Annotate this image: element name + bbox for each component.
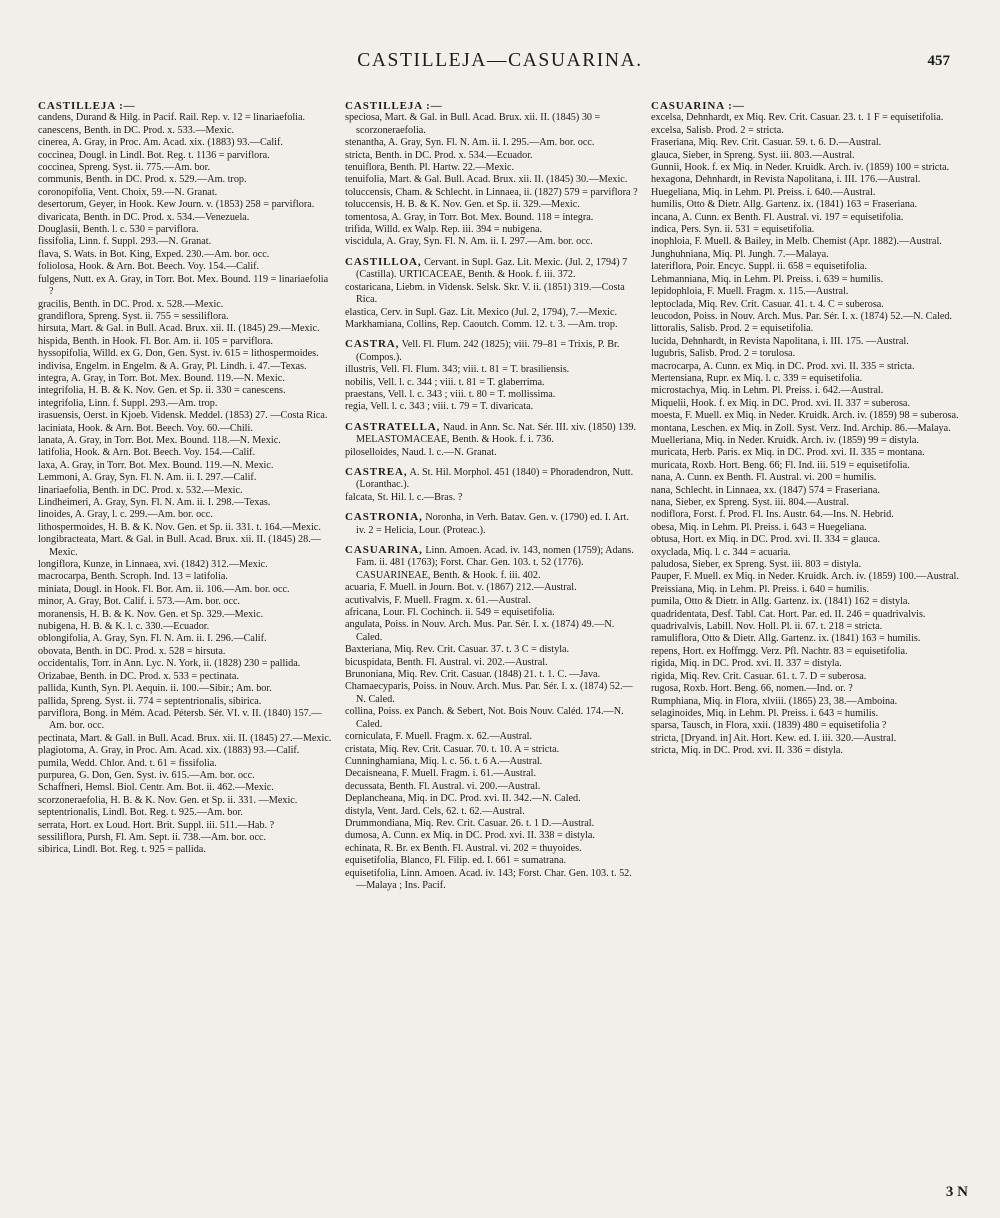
index-entry: bicuspidata, Benth. Fl. Austral. vi. 202.—Austral. — [345, 656, 548, 668]
index-entry: stenantha, A. Gray, Syn. Fl. N. Am. ii. I. 295.—Am. bor. occ. — [345, 137, 595, 149]
index-entry: coccinea, Dougl. in Lindl. Bot. Reg. t. 1136 = parviflora. — [38, 149, 270, 161]
index-entry: longibracteata, Mart. & Gal. in Bull. Acad. Brux. xii. II. (1845) 28.—Mexic. — [38, 534, 321, 558]
index-entry: purpurea, G. Don, Gen. Syst. iv. 615.—Am. bor. occ. — [38, 769, 255, 781]
index-entry: CASTILLOA, Cervant. in Supl. Gaz. Lit. Mexic. (Jul. 2, 1794) 7 (Castilla). URTICACEAE, Benth. & Hook. f. iii. 372. — [345, 255, 628, 281]
index-entry: selaginoides, Miq. in Lehm. Pl. Preiss. i. 643 = humilis. — [651, 707, 879, 719]
index-entry: rigida, Miq. Rev. Crit. Casuar. 61. t. 7. D = suberosa. — [651, 670, 867, 682]
index-entry: cinerea, A. Gray, in Proc. Am. Acad. xix. (1883) 93.—Calif. — [38, 137, 283, 149]
index-entry: Muelleriana, Miq. in Neder. Kruidk. Arch. iv. (1859) 99 = distyla. — [651, 434, 919, 446]
index-entry: angulata, Poiss. in Nouv. Arch. Mus. Par. Sér. I. x. (1874) 49.—N. Caled. — [345, 619, 615, 643]
index-entry: Gunnii, Hook. f. ex Miq. in Neder. Kruidk. Arch. iv. (1859) 100 = stricta. — [651, 162, 950, 174]
index-entry: hyssopifolia, Willd. ex G. Don, Gen. Syst. iv. 615 = lithospermoides. — [38, 348, 319, 360]
index-entry: Drummondiana, Miq. Rev. Crit. Casuar. 26. t. 1 D.—Austral. — [345, 817, 595, 829]
index-entry: equisetifolia, Linn. Amoen. Acad. iv. 143; Forst. Char. Gen. 103. t. 52.—Malaya ; Ins. Pacif. — [345, 867, 632, 891]
genus-heading: CASUARINA :— — [651, 100, 745, 112]
index-entry: Junghuhniana, Miq. Pl. Jungh. 7.—Malaya. — [651, 248, 829, 260]
index-entry: septentrionalis, Lindl. Bot. Reg. t. 925.—Am. bor. — [38, 807, 243, 819]
index-entry: pumila, Otto & Dietr. in Allg. Gartenz. ix. (1841) 162 = distyla. — [651, 596, 910, 608]
genus-name: CASTREA, — [345, 465, 408, 478]
index-entry: desertorum, Geyer, in Hook. Kew Journ. v. (1853) 258 = parviflora. — [38, 199, 315, 211]
index-entry: lucida, Dehnhardt, in Revista Napolitana, i. III. 175. —Austral. — [651, 335, 909, 347]
genus-name: CASTRONIA, — [345, 511, 423, 524]
index-entry: sessiliflora, Pursh, Fl. Am. Sept. ii. 738.—Am. bor. occ. — [38, 831, 267, 843]
index-entry: toluccensis, H. B. & K. Nov. Gen. et Sp. ii. 329.—Mexic. — [345, 199, 580, 211]
index-entry: CASTRATELLA, Naud. in Ann. Sc. Nat. Sér. III. xiv. (1850) 139. MELASTOMACEAE, Benth. & Hook. f. i. 736. — [345, 420, 636, 446]
genus-name: CASUARINA, — [345, 544, 423, 556]
index-entry: pumila, Wedd. Chlor. And. t. 61 = fissifolia. — [38, 757, 217, 769]
index-entry: communis, Benth. in DC. Prod. x. 529.—Am. trop. — [38, 174, 247, 186]
index-entry: laxa, A. Gray, in Torr. Bot. Mex. Bound. 119.—N. Mexic. — [38, 459, 274, 471]
genus-name: CASTILLOA, — [345, 255, 422, 268]
index-entry: Lindheimeri, A. Gray, Syn. Fl. N. Am. ii. I. 298.—Texas. — [38, 497, 271, 508]
index-entry: pallida, Kunth, Syn. Pl. Aequin. ii. 100.—Sibir.; Am. bor. — [38, 683, 272, 695]
index-entry: fulgens, Nutt. ex A. Gray, in Torr. Bot. Mex. Bound. 119 = linariaefolia ? — [38, 273, 329, 298]
genus-block — [345, 511, 641, 537]
index-entry: elastica, Cerv. in Supl. Gaz. Lit. Mexico (Jul. 2, 1794), 7.—Mexic. — [345, 306, 618, 318]
index-entry: toluccensis, Cham. & Schlecht. in Linnaea, ii. (1827) 579 = parviflora ? — [345, 186, 638, 198]
genus-block — [345, 421, 641, 459]
index-entry: acuaria, F. Muell. in Journ. Bot. v. (1867) 212.—Austral. — [345, 582, 577, 594]
index-entry: sparsa, Tausch, in Flora, xxii. (1839) 480 = equisetifolia ? — [651, 720, 887, 732]
index-entry: speciosa, Mart. & Gal. in Bull. Acad. Brux. xii. II. (1845) 30 = scorzoneraefolia. — [345, 112, 601, 136]
index-entry: linoides, A. Gray, l. c. 299.—Am. bor. occ. — [38, 509, 213, 521]
index-entry: foliolosa, Hook. & Arn. Bot. Beech. Voy. 154.—Calif. — [38, 261, 260, 273]
index-entry: ramuliflora, Otto & Dietr. Allg. Gartenz. ix. (1841) 163 = humilis. — [651, 633, 921, 645]
index-entry: montana, Leschen. ex Miq. in Zoll. Syst. Verz. Ind. Archip. 86.—Malaya. — [651, 422, 951, 434]
running-title: CASTILLEJA—CASUARINA. — [357, 50, 643, 71]
genus-block — [345, 466, 641, 504]
index-entry: sibirica, Lindl. Bot. Reg. t. 925 = pallida. — [38, 844, 206, 856]
genus-heading: CASTILLEJA :— — [38, 100, 136, 112]
index-entry: equisetifolia, Blanco, Fl. Filip. ed. I. 661 = sumatrana. — [345, 855, 567, 867]
column-left — [38, 100, 334, 857]
index-entry: inophloia, F. Muell. & Bailey, in Melb. Chemist (Apr. 1882).—Austral. — [651, 236, 942, 248]
index-entry: coronopifolia, Vent. Choix, 59.—N. Granat. — [38, 186, 218, 198]
index-entry: Brunoniana, Miq. Rev. Crit. Casuar. (1848) 21. t. 1. C. —Java. — [345, 669, 601, 681]
running-head — [0, 50, 1000, 80]
index-entry: illustris, Vell. Fl. Flum. 343; viii. t. 81 = T. brasiliensis. — [345, 364, 570, 376]
index-entry: fissifolia, Linn. f. Suppl. 293.—N. Granat. — [38, 236, 212, 248]
index-entry: echinata, R. Br. ex Benth. Fl. Austral. vi. 202 = thuyoides. — [345, 842, 582, 854]
genus-name: CASTRATELLA, — [345, 420, 441, 433]
index-entry: integra, A. Gray, in Torr. Bot. Mex. Bound. 119.—N. Mexic. — [38, 372, 285, 384]
index-entry: coccinea, Spreng. Syst. ii. 775.—Am. bor. — [38, 162, 211, 174]
genus-block — [651, 100, 961, 758]
index-entry: lepidophloia, F. Muell. Fragm. x. 115.—Austral. — [651, 286, 849, 298]
index-entry: CASTRA, Vell. Fl. Flum. 242 (1825); viii. 79–81 = Trixis, P. Br. (Compos.). — [345, 338, 620, 363]
index-entry: nana, Sieber, ex Spreng. Syst. iii. 804.—Austral. — [651, 497, 849, 508]
index-entry: flava, S. Wats. in Bot. King, Exped. 230.—Am. bor. occ. — [38, 248, 270, 260]
index-entry: pallida, Spreng. Syst. ii. 774 = septentrionalis, sibirica. — [38, 695, 262, 707]
index-entry: gracilis, Benth. in DC. Prod. x. 528.—Mexic. — [38, 298, 224, 310]
index-entry: leucodon, Poiss. in Nouv. Arch. Mus. Par. Sér. I. x. (1874) 52.—N. Caled. — [651, 310, 952, 322]
index-entry: piloselloides, Naud. l. c.—N. Granat. — [345, 446, 497, 458]
index-entry: praestans, Vell. l. c. 343 ; viii. t. 80 = T. mollissima. — [345, 388, 556, 400]
index-entry: incana, A. Cunn. ex Benth. Fl. Austral. vi. 197 = equisetifolia. — [651, 211, 904, 223]
index-entry: linariaefolia, Benth. in DC. Prod. x. 532.—Mexic. — [38, 484, 243, 496]
index-entry: moesta, F. Muell. ex Miq. in Neder. Kruidk. Arch. iv. (1859) 98 = suberosa. — [651, 410, 959, 422]
index-entry: falcata, St. Hil. l. c.—Bras. ? — [345, 491, 463, 503]
index-entry: Markhamiana, Collins, Rep. Caoutch. Comm. 12. t. 3. —Am. trop. — [345, 318, 618, 330]
index-entry: latifolia, Hook. & Arn. Bot. Beech. Voy. 154.—Calif. — [38, 447, 256, 459]
index-entry: littoralis, Salisb. Prod. 2 = equisetifolia. — [651, 323, 814, 335]
index-entry: CASTRONIA, Noronha, in Verh. Batav. Gen. v. (1790) ed. I. Art. iv. 2 = Helicia, Lour. (Proteac.). — [345, 511, 629, 536]
index-entry: hirsuta, Mart. & Gal. in Bull. Acad. Brux. xii. II. (1845) 29.—Mexic. — [38, 323, 320, 335]
index-entry: viscidula, A. Gray, Syn. Fl. N. Am. ii. I. 297.—Am. bor. occ. — [345, 236, 593, 248]
index-entry: Huegeliana, Miq. in Lehm. Pl. Preiss. i. 640.—Austral. — [651, 186, 876, 198]
index-entry: repens, Hort. ex Hoffmgg. Verz. Pfl. Nachtr. 83 = equisetifolia. — [651, 645, 908, 657]
index-entry: occidentalis, Torr. in Ann. Lyc. N. York, ii. (1828) 230 = pallida. — [38, 658, 301, 670]
index-entry: parviflora, Bong. in Mém. Acad. Pétersb. Sér. VI. v. II. (1840) 157.—Am. bor. occ. — [38, 707, 322, 732]
index-entry: paludosa, Sieber, ex Spreng. Syst. iii. 803 = distyla. — [651, 559, 862, 571]
index-entry: CASUARINA, Linn. Amoen. Acad. iv. 143, nomen (1759); Adans. Fam. ii. 481 (1763); Forst. Char. Gen. 103. t. 52 (1776). CASUARINEAE, Benth. & Hook. f. iii. 402. — [345, 544, 634, 581]
index-entry: microstachya, Miq. in Lehm. Pl. Preiss. i. 642.—Austral. — [651, 385, 884, 397]
index-entry: integrifolia, Linn. f. Suppl. 293.—Am. trop. — [38, 397, 218, 409]
index-entry: stricta, Miq. in DC. Prod. xvi. II. 336 = distyla. — [651, 745, 843, 757]
index-entry: Cunninghamiana, Miq. l. c. 56. t. 6 A.—Austral. — [345, 755, 543, 767]
index-entry: nubigena, H. B. & K. l. c. 330.—Ecuador. — [38, 621, 210, 633]
genus-block — [345, 256, 641, 331]
index-entry: quadridentata, Desf. Tabl. Cat. Hort. Par. ed. II. 246 = quadrivalvis. — [651, 608, 926, 620]
index-entry: obtusa, Hort. ex Miq. in DC. Prod. xvi. II. 334 = glauca. — [651, 534, 880, 546]
index-entry: hexagona, Dehnhardt, in Revista Napolitana, i. III. 176.—Austral. — [651, 174, 921, 186]
index-entry: Rumphiana, Miq. in Flora, xlviii. (1865) 23, 38.—Amboina. — [651, 695, 898, 707]
index-entry: nodiflora, Forst. f. Prod. Fl. Ins. Austr. 64.—Ins. N. Hebrid. — [651, 509, 894, 521]
index-entry: nana, Schlecht. in Linnaea, xx. (1847) 574 = Fraseriana. — [651, 484, 880, 496]
index-entry: Preissiana, Miq. in Lehm. Pl. Preiss. i. 640 = humilis. — [651, 583, 869, 595]
index-entry: regia, Vell. l. c. 343 ; viii. t. 79 = T. divaricata. — [345, 401, 534, 413]
genus-block — [345, 544, 641, 892]
index-entry: Mertensiana, Rupr. ex Miq. l. c. 339 = equisetifolia. — [651, 372, 863, 384]
index-entry: Deplancheana, Miq. in DC. Prod. xvi. II. 342.—N. Caled. — [345, 793, 581, 805]
index-entry: muricata, Roxb. Hort. Beng. 66; Fl. Ind. iii. 519 = equisetifolia. — [651, 459, 910, 471]
index-entry: obesa, Miq. in Lehm. Pl. Preiss. i. 643 = Huegeliana. — [651, 521, 867, 533]
index-entry: Chamaecyparis, Poiss. in Nouv. Arch. Mus. Par. Sér. I. x. (1874) 52.—N. Caled. — [345, 681, 633, 705]
index-entry: macrocarpa, A. Cunn. ex Miq. in DC. Prod. xvi. II. 335 = stricta. — [651, 360, 915, 372]
index-entry: acutivalvis, F. Muell. Fragm. x. 61.—Austral. — [345, 594, 531, 606]
index-entry: dumosa, A. Cunn. ex Miq. in DC. Prod. xvi. II. 338 = distyla. — [345, 830, 595, 842]
index-entry: hispida, Benth. in Hook. Fl. Bor. Am. ii. 105 = parviflora. — [38, 335, 273, 347]
index-entry: tenuiflora, Benth. Pl. Hartw. 22.—Mexic. — [345, 162, 515, 174]
index-entry: serrata, Hort. ex Loud. Hort. Brit. Suppl. iii. 511.—Hab. ? — [38, 819, 275, 831]
index-entry: tenuifolia, Mart. & Gal. Bull. Acad. Brux. xii. II. (1845) 30.—Mexic. — [345, 174, 628, 186]
index-entry: lanata, A. Gray, in Torr. Bot. Mex. Bound. 118.—N. Mexic. — [38, 434, 281, 446]
index-entry: costaricana, Liebm. in Vidensk. Selsk. Skr. V. ii. (1851) 319.—Costa Rica. — [345, 281, 625, 306]
column-middle — [345, 100, 641, 892]
index-entry: indivisa, Engelm. in Engelm. & A. Gray, Pl. Lindh. i. 47.—Texas. — [38, 360, 307, 372]
index-entry: Decaisneana, F. Muell. Fragm. i. 61.—Austral. — [345, 768, 537, 780]
index-entry: leptoclada, Miq. Rev. Crit. Casuar. 41. t. 4. C = suberosa. — [651, 298, 884, 310]
index-entry: excelsa, Salisb. Prod. 2 = stricta. — [651, 124, 784, 136]
index-entry: minor, A. Gray, Bot. Calif. i. 573.—Am. bor. occ. — [38, 596, 241, 608]
index-entry: glauca, Sieber, in Spreng. Syst. iii. 803.—Austral. — [651, 149, 855, 161]
index-entry: rigida, Miq. in DC. Prod. xvi. II. 337 = distyla. — [651, 658, 842, 670]
index-entry: integrifolia, H. B. & K. Nov. Gen. et Sp. ii. 330 = canescens. — [38, 385, 286, 397]
page-number: 457 — [927, 53, 950, 69]
index-entry: scorzoneraefolia, H. B. & K. Nov. Gen. et Sp. ii. 331. —Mexic. — [38, 794, 298, 806]
index-entry: rugosa, Roxb. Hort. Beng. 66, nomen.—Ind. or. ? — [651, 683, 853, 695]
index-entry: laciniata, Hook. & Arn. Bot. Beech. Voy. 60.—Chili. — [38, 422, 253, 434]
index-entry: oblongifolia, A. Gray, Syn. Fl. N. Am. ii. I. 296.—Calif. — [38, 633, 267, 645]
index-entry: grandiflora, Spreng. Syst. ii. 755 = sessiliflora. — [38, 310, 229, 322]
index-entry: Fraseriana, Miq. Rev. Crit. Casuar. 59. t. 6. D.—Austral. — [651, 137, 882, 149]
index-entry: irasuensis, Oerst. in Kjoeb. Vidensk. Meddel. (1853) 27. —Costa Rica. — [38, 410, 328, 422]
genus-block — [345, 100, 641, 249]
index-entry: quadrivalvis, Labill. Nov. Holl. Pl. ii. 67. t. 218 = stricta. — [651, 621, 883, 633]
genus-block — [38, 100, 334, 857]
index-entry: candens, Durand & Hilg. in Pacif. Rail. Rep. v. 12 = linariaefolia. — [38, 112, 306, 124]
index-entry: divaricata, Benth. in DC. Prod. x. 534.—Venezuela. — [38, 211, 250, 223]
index-entry: stricta, Benth. in DC. Prod. x. 534.—Ecuador. — [345, 149, 533, 161]
index-entry: tomentosa, A. Gray, in Torr. Bot. Mex. Bound. 118 = integra. — [345, 211, 594, 223]
index-entry: trifida, Willd. ex Walp. Rep. iii. 394 = nubigena. — [345, 224, 543, 236]
index-entry: excelsa, Dehnhardt, ex Miq. Rev. Crit. Casuar. 23. t. 1 F = equisetifolia. — [651, 112, 944, 124]
index-entry: nana, A. Cunn. ex Benth. Fl. Austral. vi. 200 = humilis. — [651, 472, 877, 484]
index-entry: corniculata, F. Muell. Fragm. x. 62.—Austral. — [345, 731, 533, 743]
index-entry: humilis, Otto & Dietr. Allg. Gartenz. ix. (1841) 163 = Fraseriana. — [651, 199, 918, 211]
genus-heading: CASTILLEJA :— — [345, 100, 443, 112]
index-entry: obovata, Benth. in DC. Prod. x. 528 = hirsuta. — [38, 645, 226, 657]
index-entry: lugubris, Salisb. Prod. 2 = torulosa. — [651, 348, 796, 360]
index-entry: oxyclada, Miq. l. c. 344 = acuaria. — [651, 546, 791, 558]
index-entry: lateriflora, Poir. Encyc. Suppl. ii. 658 = equisetifolia. — [651, 261, 867, 273]
index-entry: Douglasii, Benth. l. c. 530 = parviflora. — [38, 224, 199, 236]
index-entry: Schaffneri, Hemsl. Biol. Centr. Am. Bot. ii. 462.—Mexic. — [38, 782, 274, 794]
index-entry: collina, Poiss. ex Panch. & Sebert, Not. Bois Nouv. Caléd. 174.—N. Caled. — [345, 706, 624, 730]
index-entry: decussata, Benth. Fl. Austral. vi. 200.—Austral. — [345, 780, 541, 792]
index-entry: CASTREA, A. St. Hil. Morphol. 451 (1840) = Phoradendron, Nutt. (Loranthac.). — [345, 465, 634, 491]
index-entry: Miquelii, Hook. f. ex Miq. in DC. Prod. xvi. II. 337 = suberosa. — [651, 397, 911, 409]
index-entry: nobilis, Vell. l. c. 344 ; viii. t. 81 = T. glaberrima. — [345, 376, 545, 388]
index-entry: Pauper, F. Muell. ex Miq. in Neder. Kruidk. Arch. iv. (1859) 100.—Austral. — [651, 571, 959, 583]
index-entry: Lemmoni, A. Gray, Syn. Fl. N. Am. ii. I. 297.—Calif. — [38, 472, 257, 484]
genus-name: CASTRA, — [345, 338, 400, 351]
genus-block — [345, 338, 641, 413]
index-entry: moranensis, H. B. & K. Nov. Gen. et Sp. 329.—Mexic. — [38, 608, 264, 620]
index-entry: stricta, [Dryand. in] Ait. Hort. Kew. ed. I. iii. 320.—Austral. — [651, 732, 897, 744]
index-entry: Orizabae, Benth. in DC. Prod. x. 533 = pectinata. — [38, 670, 239, 682]
index-entry: muricata, Herb. Paris. ex Miq. in DC. Prod. xvi. II. 335 = montana. — [651, 447, 925, 459]
index-entry: africana, Lour. Fl. Cochinch. ii. 549 = equisetifolia. — [345, 607, 555, 619]
index-entry: longiflora, Kunze, in Linnaea, xvi. (1842) 312.—Mexic. — [38, 559, 268, 571]
index-entry: miniata, Dougl. in Hook. Fl. Bor. Am. ii. 106.—Am. bor. occ. — [38, 583, 290, 595]
index-entry: indica, Pers. Syn. ii. 531 = equisetifolia. — [651, 224, 815, 236]
signature-mark: 3 N — [945, 1184, 968, 1200]
index-entry: distyla, Vent. Jard. Cels, 62. t. 62.—Austral. — [345, 805, 525, 817]
index-entry: Lehmanniana, Miq. in Lehm. Pl. Preiss. i. 639 = humilis. — [651, 273, 884, 285]
index-entry: pectinata, Mart. & Gall. in Bull. Acad. Brux. xii. II. (1845) 27.—Mexic. — [38, 732, 332, 744]
index-entry: cristata, Miq. Rev. Crit. Casuar. 70. t. 10. A = stricta. — [345, 743, 560, 755]
index-entry: plagiotoma, A. Gray, in Proc. Am. Acad. xix. (1883) 93.—Calif. — [38, 745, 300, 757]
index-entry: lithospermoides, H. B. & K. Nov. Gen. et Sp. ii. 331. t. 164.—Mexic. — [38, 521, 321, 533]
index-entry: macrocarpa, Benth. Scroph. Ind. 13 = latifolia. — [38, 571, 228, 583]
index-entry: Baxteriana, Miq. Rev. Crit. Casuar. 37. t. 3 C = distyla. — [345, 644, 570, 656]
index-entry: canescens, Benth. in DC. Prod. x. 533.—Mexic. — [38, 124, 235, 136]
column-right — [651, 100, 961, 758]
